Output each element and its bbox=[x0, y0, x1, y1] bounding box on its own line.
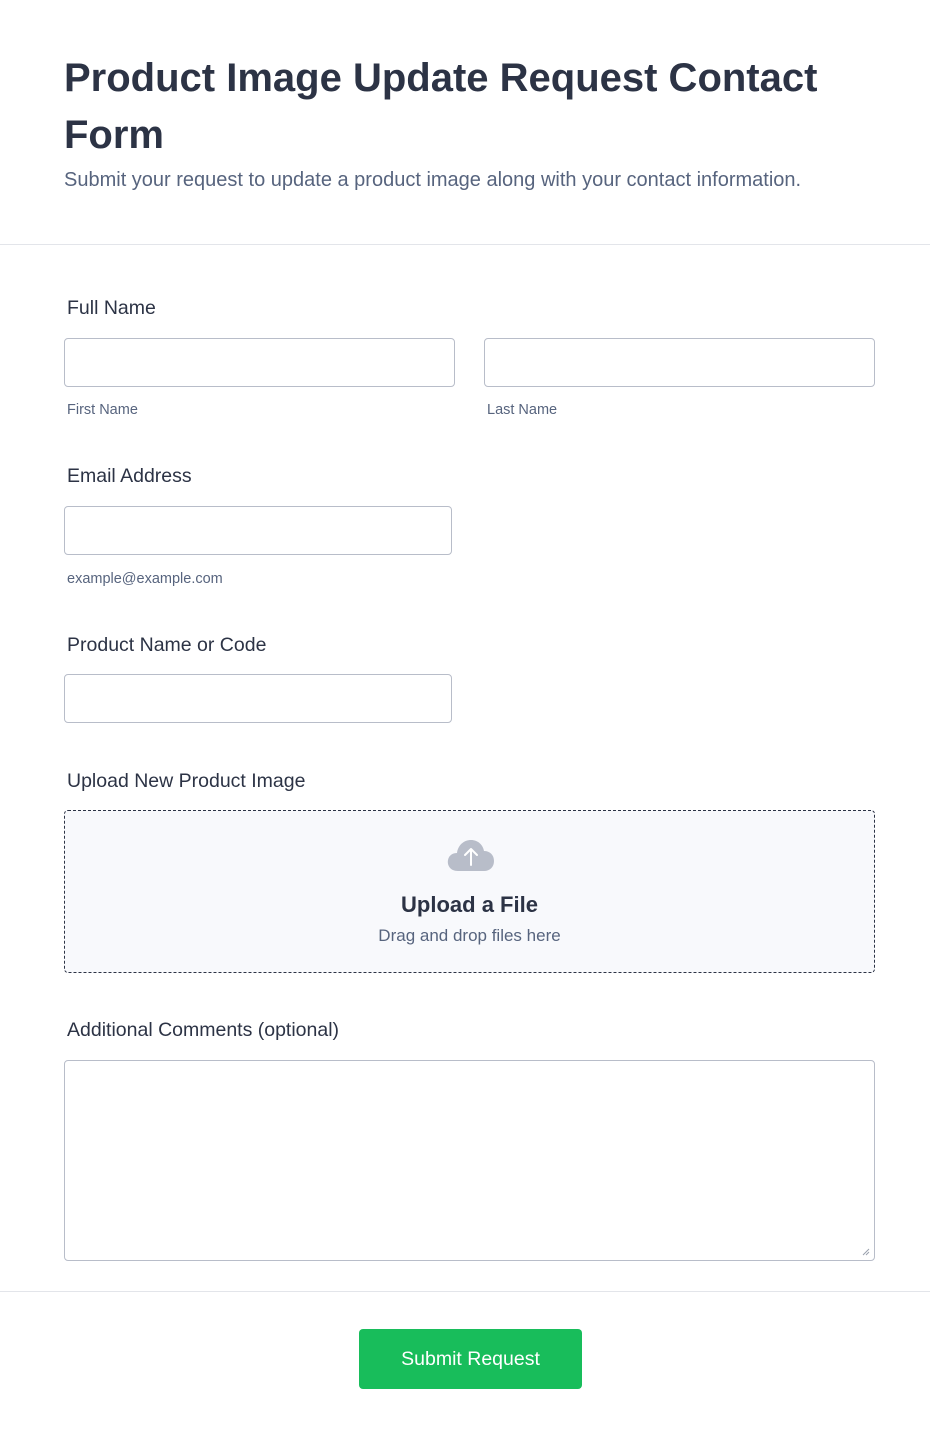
first-name-sublabel: First Name bbox=[67, 402, 138, 418]
comments-label: Additional Comments (optional) bbox=[67, 1019, 340, 1041]
last-name-input[interactable] bbox=[484, 338, 875, 387]
product-label: Product Name or Code bbox=[67, 634, 267, 656]
product-input[interactable] bbox=[64, 674, 452, 723]
file-upload-dropzone[interactable] bbox=[64, 810, 875, 973]
submit-button[interactable]: Submit Request bbox=[359, 1329, 582, 1389]
cloud-upload-icon bbox=[446, 837, 496, 873]
full-name-label: Full Name bbox=[67, 297, 156, 319]
last-name-sublabel: Last Name bbox=[487, 402, 558, 418]
email-sublabel: example@example.com bbox=[67, 571, 223, 587]
upload-label: Upload New Product Image bbox=[67, 770, 306, 792]
comments-textarea[interactable] bbox=[64, 1060, 875, 1261]
upload-title: Upload a File bbox=[401, 892, 538, 917]
email-label: Email Address bbox=[67, 465, 192, 487]
page-title: Product Image Update Request Contact Form bbox=[64, 56, 818, 157]
page-subtitle: Submit your request to update a product image along with your contact information. bbox=[64, 169, 802, 191]
resize-handle-icon[interactable] bbox=[860, 1246, 870, 1256]
first-name-input[interactable] bbox=[64, 338, 455, 387]
upload-subtitle: Drag and drop files here bbox=[378, 926, 561, 945]
email-input[interactable] bbox=[64, 506, 452, 555]
footer-divider bbox=[0, 1291, 930, 1292]
form-header bbox=[0, 0, 930, 245]
